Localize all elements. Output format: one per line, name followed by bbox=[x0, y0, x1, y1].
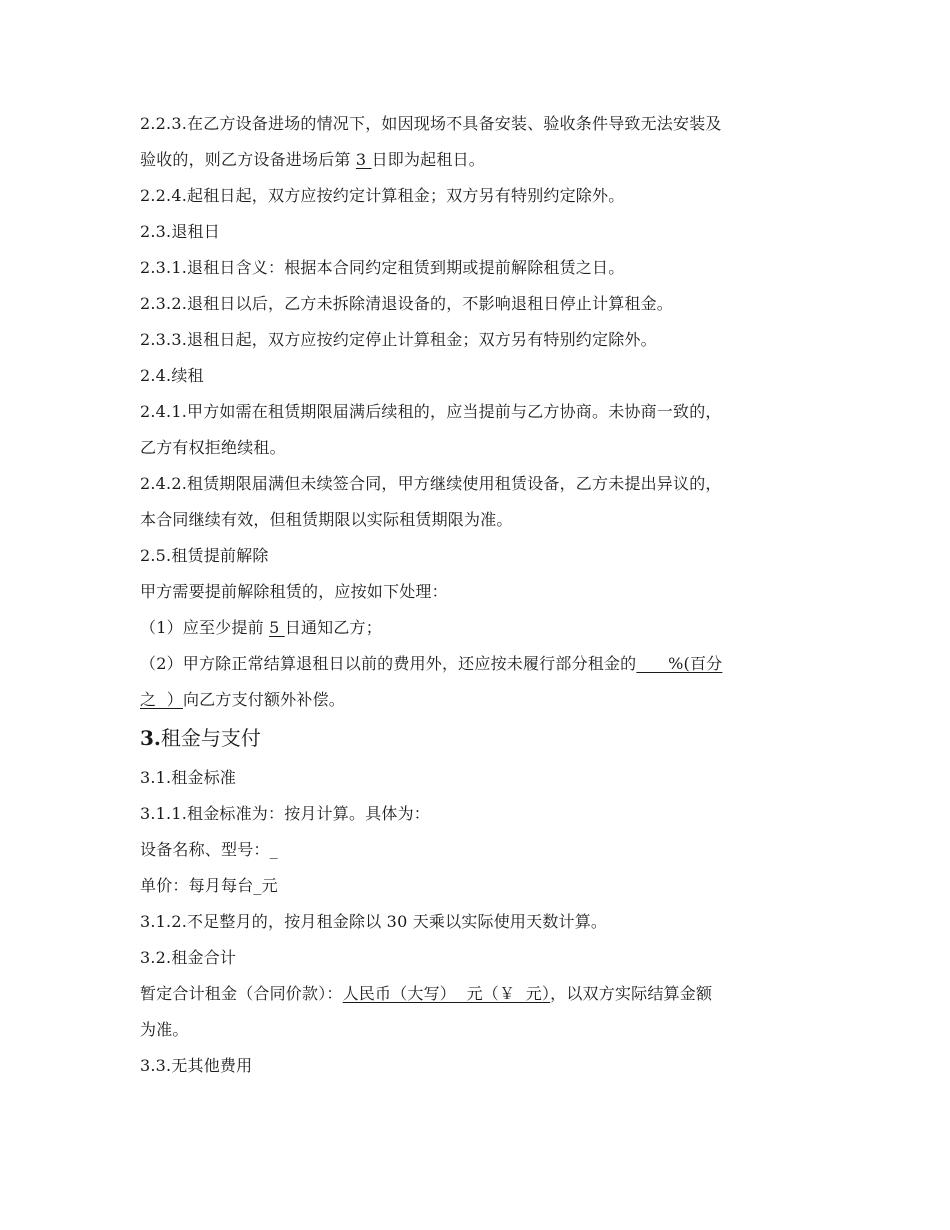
section-3-1-title: 3.1.租金标准 bbox=[140, 768, 237, 787]
section-2-3-title: 2.3.退租日 bbox=[140, 222, 220, 241]
clause-2-2-4: 2.2.4.起租日起，双方应按约定计算租金；双方另有特别约定除外。 bbox=[140, 186, 625, 205]
clause-2-4-2-line1: 2.4.2.租赁期限届满但未续签合同，甲方继续使用租赁设备，乙方未提出异议的， bbox=[140, 474, 722, 493]
section-3-number: 3. bbox=[140, 726, 161, 750]
clause-2-3-2: 2.3.2.退租日以后，乙方未拆除清退设备的，不影响退租日停止计算租金。 bbox=[140, 294, 673, 313]
section-2-5-title: 2.5.租赁提前解除 bbox=[140, 546, 269, 565]
text: （1）应至少提前 bbox=[140, 618, 270, 637]
clause-2-4-1-line2: 乙方有权拒绝续租。 bbox=[140, 438, 286, 457]
text: 日即为起租日。 bbox=[371, 150, 485, 169]
clause-2-2-3-line1: 2.2.3.在乙方设备进场的情况下，如因现场不具备安装、验收条件导致无法安装及 bbox=[140, 114, 722, 133]
section-3-title: 租金与支付 bbox=[160, 726, 261, 750]
start-day-value: 3 bbox=[355, 150, 372, 169]
termination-item-1 bbox=[140, 610, 820, 646]
section-3-2-title: 3.2.租金合计 bbox=[140, 948, 237, 967]
clause-2-3-3: 2.3.3.退租日起，双方应按约定停止计算租金；双方另有特别约定除外。 bbox=[140, 330, 657, 349]
termination-item-2-line2 bbox=[140, 682, 820, 718]
total-rent-line2: 为准。 bbox=[140, 1020, 189, 1039]
compensation-percent-blank: %(百分 bbox=[636, 654, 723, 673]
section-2-4-title: 2.4.续租 bbox=[140, 366, 204, 385]
section-3-heading bbox=[140, 720, 820, 756]
notice-days-value: 5 bbox=[269, 618, 285, 637]
text: ，以双方实际结算金额 bbox=[550, 984, 713, 1003]
clause-2-4-1-line1: 2.4.1.甲方如需在租赁期限届满后续租的，应当提前与乙方协商。未协商一致的， bbox=[140, 402, 722, 421]
text: （2）甲方除正常结算退租日以前的费用外，还应按未履行部分租金的 bbox=[140, 654, 637, 673]
unit-price: 单价：每月每台_元 bbox=[140, 876, 278, 895]
clause-3-1-1: 3.1.1.租金标准为：按月计算。具体为： bbox=[140, 804, 430, 823]
document-body bbox=[140, 106, 820, 1084]
text: 验收的，则乙方设备进场后第 bbox=[140, 150, 356, 169]
total-rent-line1 bbox=[140, 976, 820, 1012]
termination-item-2-line1 bbox=[140, 646, 820, 682]
clause-2-4-2-line2: 本合同继续有效，但租赁期限以实际租赁期限为准。 bbox=[140, 510, 513, 529]
text: 暂定合计租金（合同价款）： bbox=[140, 984, 343, 1003]
clause-2-3-1: 2.3.1.退租日含义：根据本合同约定租赁到期或提前解除租赁之日。 bbox=[140, 258, 625, 277]
text: 向乙方支付额外补偿。 bbox=[182, 690, 345, 709]
equipment-name-model: 设备名称、型号：_ bbox=[140, 840, 278, 859]
compensation-percent-blank-cont: 之 ） bbox=[140, 690, 183, 709]
clause-2-2-3-line2 bbox=[140, 142, 820, 178]
total-rent-amount-blank: 人民币（大写） 元（￥ 元） bbox=[342, 984, 551, 1003]
section-3-3-title: 3.3.无其他费用 bbox=[140, 1056, 253, 1075]
termination-intro: 甲方需要提前解除租赁的，应按如下处理： bbox=[140, 582, 448, 601]
clause-3-1-2: 3.1.2.不足整月的，按月租金除以 30 天乘以实际使用天数计算。 bbox=[140, 912, 608, 931]
text: 日通知乙方； bbox=[284, 618, 382, 637]
